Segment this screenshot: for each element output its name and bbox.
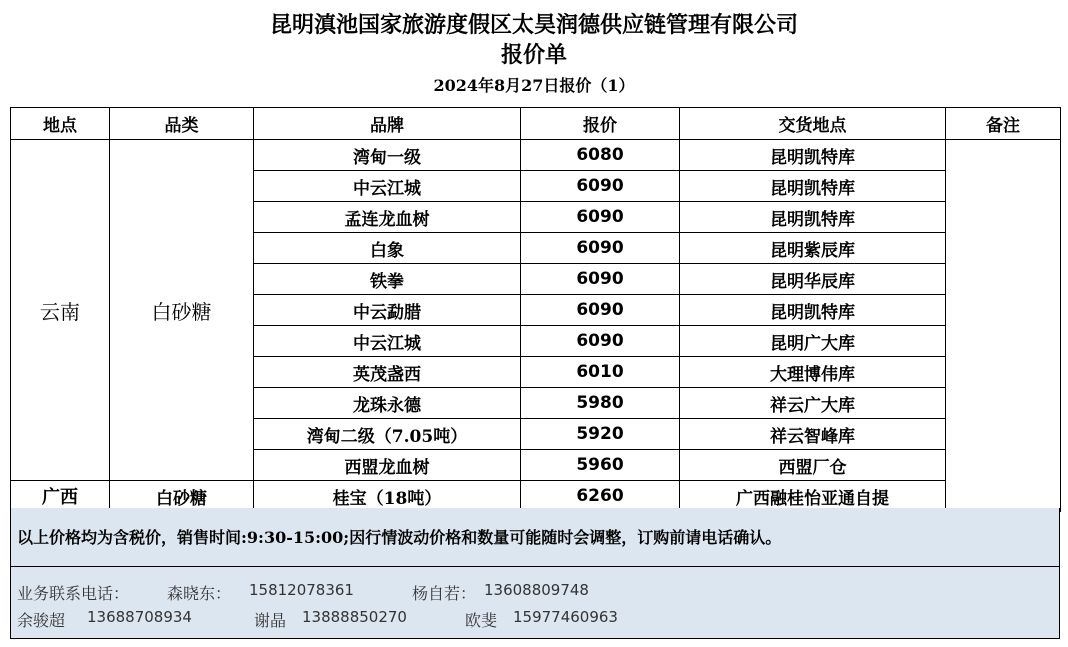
quote-date: 2024年8月27日报价（1） [433, 76, 635, 95]
column-header-delivery: 交货地点 [680, 108, 946, 140]
table-header-row [11, 108, 1061, 140]
price-cell: 6010 [521, 357, 680, 388]
delivery-cell: 昆明凯特库 [680, 171, 946, 202]
contact-label: 业务联系电话： [17, 584, 130, 603]
delivery-cell: 昆明凯特库 [680, 140, 946, 171]
price-cell: 6090 [521, 326, 680, 357]
column-header-category: 品类 [110, 108, 254, 140]
contact-name: 余骏超 [17, 611, 66, 630]
delivery-cell: 大理博伟库 [680, 357, 946, 388]
category-cell: 白砂糖 [110, 481, 254, 512]
brand-cell: 湾甸二级（7.05吨） [254, 419, 521, 450]
column-header-brand: 品牌 [254, 108, 521, 140]
contact-name: 欧斐 [465, 611, 498, 630]
price-cell: 6090 [521, 233, 680, 264]
location-cell: 云南 [11, 140, 110, 481]
brand-cell: 中云江城 [254, 171, 521, 202]
delivery-cell: 昆明凯特库 [680, 202, 946, 233]
category-cell: 白砂糖 [110, 140, 254, 481]
price-table [10, 107, 1061, 512]
document-title: 报价单 [500, 42, 567, 68]
delivery-cell: 昆明紫辰库 [680, 233, 946, 264]
brand-cell: 孟连龙血树 [254, 202, 521, 233]
table-row-guangxi [11, 481, 1061, 512]
contact-name: 谢晶 [254, 611, 287, 630]
remark-cell [946, 140, 1061, 512]
contact-name: 杨自若： [412, 584, 477, 603]
brand-cell: 铁拳 [254, 264, 521, 295]
brand-cell: 龙珠永德 [254, 388, 521, 419]
contact-phone: 13688708934 [87, 608, 192, 626]
price-note [10, 508, 1060, 567]
contact-phone: 13888850270 [302, 608, 407, 626]
brand-cell: 湾甸一级 [254, 140, 521, 171]
column-header-price: 报价 [521, 108, 680, 140]
contact-phone: 15812078361 [249, 581, 354, 599]
price-cell: 6090 [521, 202, 680, 233]
contact-phone: 13608809748 [484, 581, 589, 599]
location-cell: 广西 [11, 481, 110, 512]
price-cell: 6260 [521, 481, 680, 512]
price-cell: 6080 [521, 140, 680, 171]
price-note-text: 以上价格均为含税价，销售时间:9:30-15:00;因行情波动价格和数量可能随时会调整，订购前请电话确认。 [17, 528, 782, 547]
company-name: 昆明滇池国家旅游度假区太昊润德供应链管理有限公司 [269, 12, 798, 38]
price-cell: 5920 [521, 419, 680, 450]
brand-cell: 桂宝（18吨） [254, 481, 521, 512]
brand-cell: 英茂盏西 [254, 357, 521, 388]
column-header-remark: 备注 [946, 108, 1061, 140]
price-cell: 5980 [521, 388, 680, 419]
brand-cell: 中云江城 [254, 326, 521, 357]
price-cell: 6090 [521, 295, 680, 326]
delivery-cell: 昆明凯特库 [680, 295, 946, 326]
brand-cell: 中云勐腊 [254, 295, 521, 326]
brand-cell: 西盟龙血树 [254, 450, 521, 481]
price-cell: 6090 [521, 264, 680, 295]
price-cell: 5960 [521, 450, 680, 481]
delivery-cell: 祥云智峰库 [680, 419, 946, 450]
contact-name: 森晓东： [167, 584, 232, 603]
contact-section [10, 566, 1060, 639]
delivery-cell: 西盟厂仓 [680, 450, 946, 481]
delivery-cell: 昆明华辰库 [680, 264, 946, 295]
delivery-cell: 广西融桂怡亚通自提 [680, 481, 946, 512]
contact-phone: 15977460963 [513, 608, 618, 626]
brand-cell: 白象 [254, 233, 521, 264]
price-cell: 6090 [521, 171, 680, 202]
delivery-cell: 昆明广大库 [680, 326, 946, 357]
table-row [11, 140, 1061, 171]
delivery-cell: 祥云广大库 [680, 388, 946, 419]
column-header-location: 地点 [11, 108, 110, 140]
